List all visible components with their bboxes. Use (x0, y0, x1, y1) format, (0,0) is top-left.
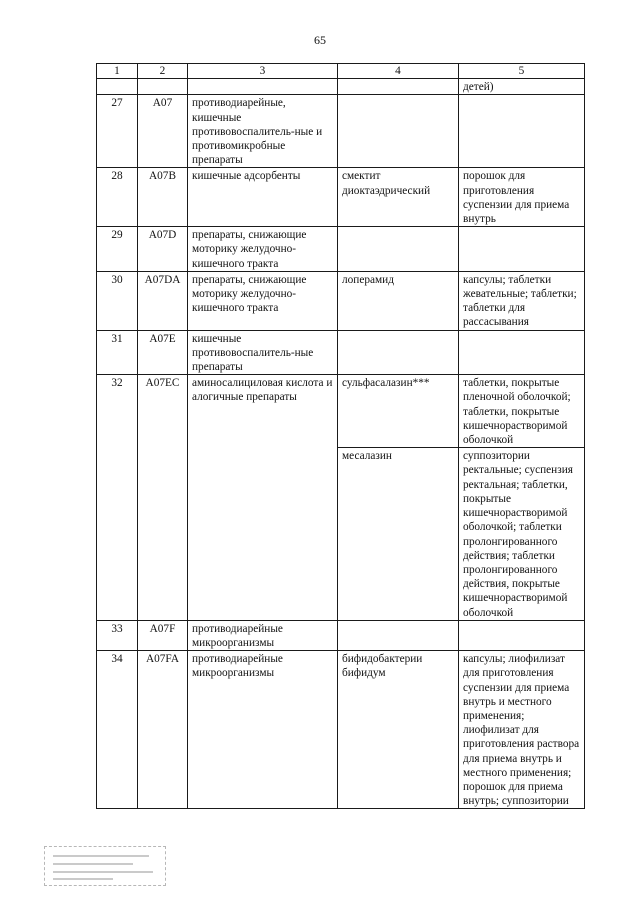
cell-group: противодиарейные микроорганизмы (188, 620, 338, 650)
cell-group: аминосалициловая кислота и алогичные препараты (188, 375, 338, 620)
cell-drug-name: лоперамид (338, 271, 459, 330)
cell-forms: суппозитории ректальные; суспензия ректальная; таблетки, покрытые кишечнорастворимой оболочкой; таблетки пролонгированного действия; таблетки пролонгированного действия, покрытые кишечнорастворимой оболочкой (459, 448, 585, 620)
table-row (97, 168, 585, 227)
column-header: 3 (188, 64, 338, 79)
faded-stamp (44, 846, 166, 886)
cell-atc-code: A07D (138, 227, 188, 272)
cell-forms: капсулы; лиофилизат для приготовления суспензии для приема внутрь и местного применения; лиофилизат для приготовления раствора для приема внутрь и местного применения; порошок для приема внутрь; суппозитории (459, 651, 585, 809)
cell-group: препараты, снижающие моторику желудочно-кишечного тракта (188, 271, 338, 330)
cell-drug-name: бифидобактерии бифидум (338, 651, 459, 809)
cell-forms: детей) (459, 79, 585, 95)
header-row (97, 64, 585, 79)
cell-group: противодиарейные, кишечные противовоспалитель-ные и противомикробные препараты (188, 95, 338, 168)
cell-number: 33 (97, 620, 138, 650)
cell-atc-code: A07EC (138, 375, 188, 620)
cell-group: кишечные противовоспалитель-ные препараты (188, 330, 338, 375)
cell-number: 30 (97, 271, 138, 330)
cell-atc-code: A07 (138, 95, 188, 168)
cell-number: 32 (97, 375, 138, 620)
cell-empty (338, 79, 459, 95)
column-header: 2 (138, 64, 188, 79)
column-header: 4 (338, 64, 459, 79)
cell-atc-code: A07B (138, 168, 188, 227)
table-row (97, 271, 585, 330)
cell-group: противодиарейные микроорганизмы (188, 651, 338, 809)
column-header: 1 (97, 64, 138, 79)
cell-empty (459, 330, 585, 375)
cell-empty (97, 79, 138, 95)
cell-forms: таблетки, покрытые пленочной оболочкой; таблетки, покрытые кишечнорастворимой оболочкой (459, 375, 585, 448)
page-number: 65 (314, 33, 326, 47)
table-row (97, 95, 585, 168)
cell-empty (338, 227, 459, 272)
table-row (97, 620, 585, 650)
cell-drug-name: сульфасалазин*** (338, 375, 459, 448)
cell-number: 27 (97, 95, 138, 168)
table-row (97, 330, 585, 375)
cell-forms: капсулы; таблетки жевательные; таблетки; таблетки для рассасывания (459, 271, 585, 330)
cell-empty (459, 620, 585, 650)
cell-number: 28 (97, 168, 138, 227)
cell-drug-name: смектит диоктаэдрический (338, 168, 459, 227)
cell-group: кишечные адсорбенты (188, 168, 338, 227)
cell-drug-name: месалазин (338, 448, 459, 620)
table-row (97, 227, 585, 272)
cell-number: 31 (97, 330, 138, 375)
cell-empty (338, 95, 459, 168)
cell-empty (338, 620, 459, 650)
cell-number: 29 (97, 227, 138, 272)
cell-atc-code: A07E (138, 330, 188, 375)
cell-empty (188, 79, 338, 95)
cell-empty (459, 227, 585, 272)
table-row (97, 651, 585, 809)
cell-atc-code: A07DA (138, 271, 188, 330)
cell-atc-code: A07F (138, 620, 188, 650)
cell-empty (459, 95, 585, 168)
cell-forms: порошок для приготовления суспензии для приема внутрь (459, 168, 585, 227)
cell-atc-code: A07FA (138, 651, 188, 809)
column-header: 5 (459, 64, 585, 79)
cell-group: препараты, снижающие моторику желудочно-кишечного тракта (188, 227, 338, 272)
drug-table (96, 63, 585, 809)
cell-empty (338, 330, 459, 375)
cell-empty (138, 79, 188, 95)
table-row (97, 375, 585, 448)
continuation-row (97, 79, 585, 95)
cell-number: 34 (97, 651, 138, 809)
